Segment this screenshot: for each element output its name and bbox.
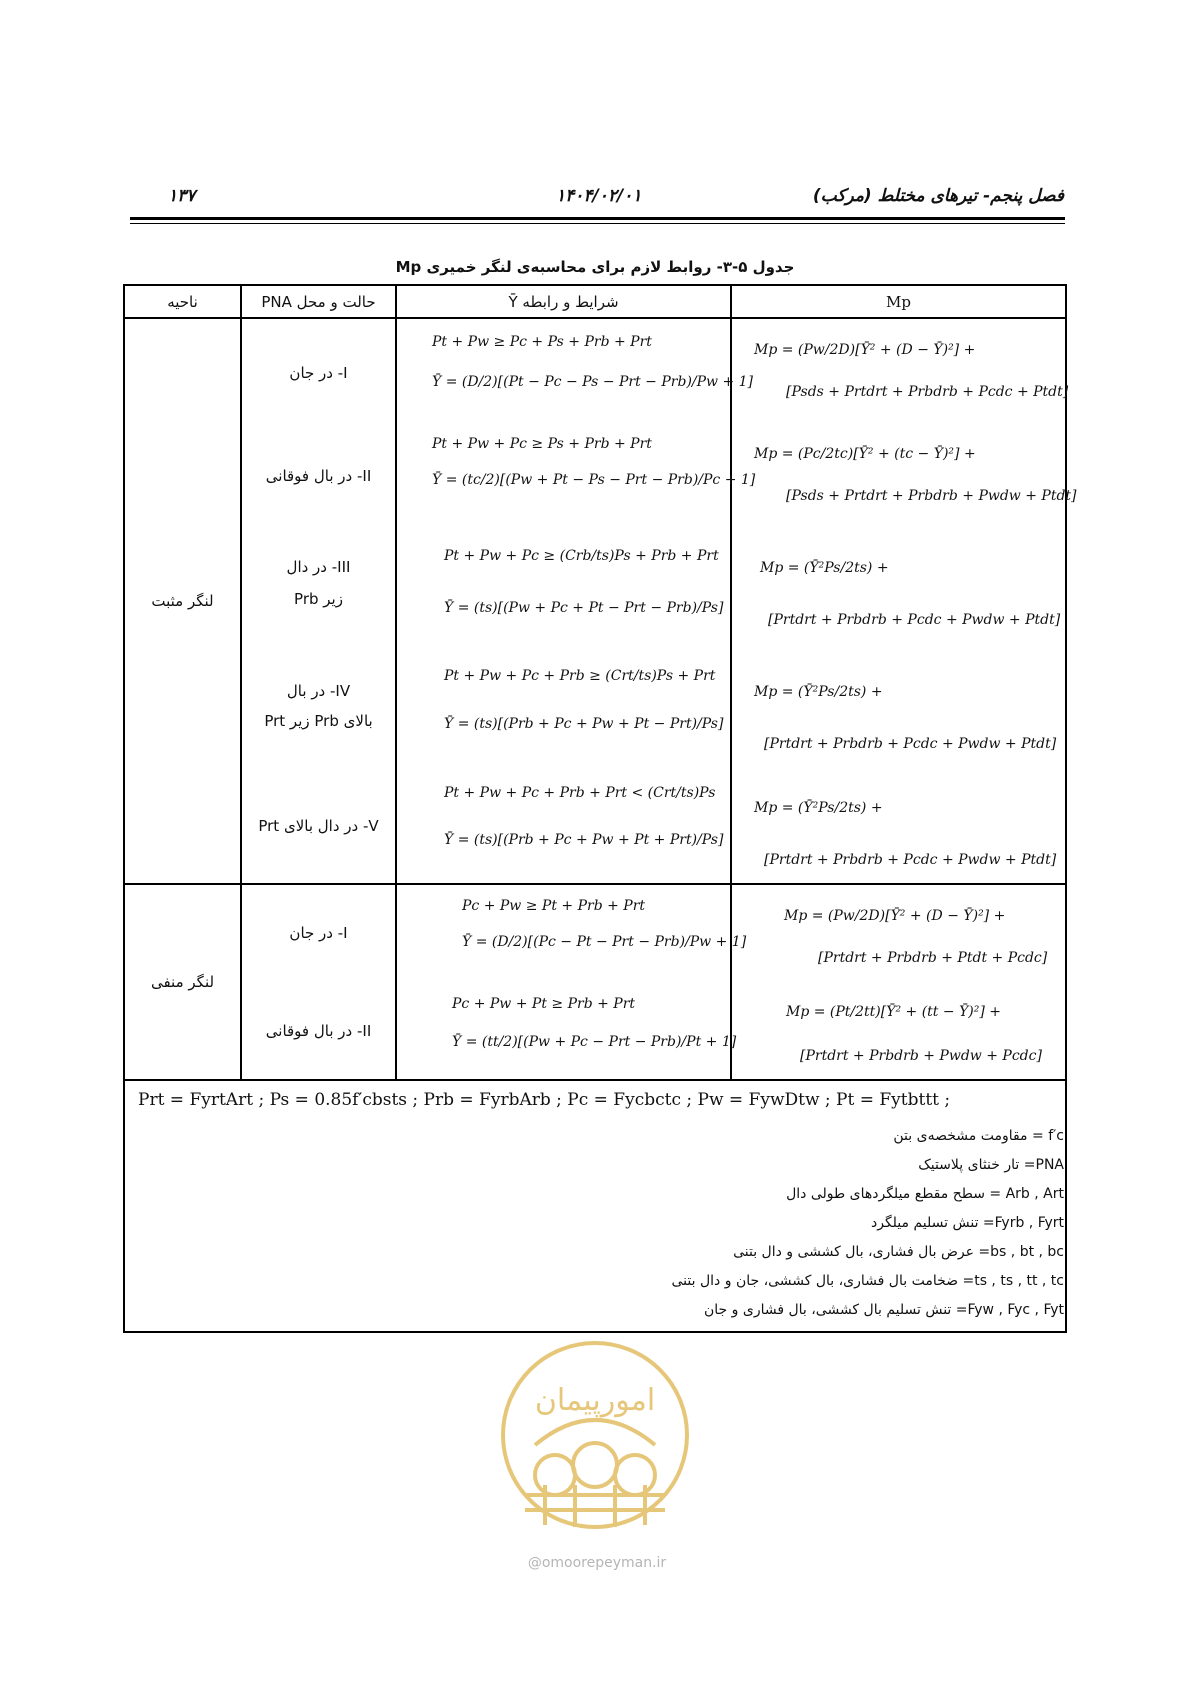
watermark-seal-logo [495,1335,695,1535]
case-line: I- در جان [289,924,348,942]
mp-neg-1-line1: Mp = (Pw/2D)[Ȳ² + (D − Ȳ)²] + [784,908,1006,924]
header-region: ناحیه [167,292,198,311]
case-line: II- در بال فوقانی [265,466,372,485]
mp-neg-2-line1: Mp = (Pt/2tt)[Ȳ² + (tt − Ȳ)²] + [786,1004,1002,1020]
mp-pos-1-line1: Mp = (Pw/2D)[Ȳ² + (D − Ȳ)²] + [754,342,976,358]
case-line: III- در دال [286,558,351,576]
mp-pos-3-line2: [Prtdrt + Prbdrb + Pcdc + Pwdw + Ptdt] [768,612,1061,628]
case-line: II- در بال فوقانی [265,1022,372,1040]
header-mp: Mp [886,292,911,311]
watermark-seal-text: امورپیمان [534,1383,656,1418]
case-line: IV- در بال [286,681,351,700]
condition-neg-1: Pc + Pw ≥ Pt + Prb + Prt [462,898,646,914]
header-conditions: شرایط و رابطه Ȳ [508,292,619,311]
condition-pos-5: Pt + Pw + Pc + Prb + Prt < (Crt/ts)Ps [444,785,716,801]
definition-fc: f′c = مقاومت مشخصه‌ی بتن [893,1128,1064,1144]
condition-pos-4: Pt + Pw + Pc + Prb ≥ (Crt/ts)Ps + Prt [444,668,716,684]
page-number: ۱۳۷ [168,186,196,206]
mp-pos-3-line1: Mp = (Ȳ²Ps/2ts) + [760,560,889,576]
case-pos-5 [241,768,396,884]
definition-fyr: Fyrb , Fyrt= تنش تسلیم میلگرد [870,1215,1064,1231]
mp-pos-4-line2: [Prtdrt + Prbdrb + Pcdc + Pwdw + Ptdt] [764,736,1057,752]
ybar-pos-2: Ȳ = (tc/2)[(Pw + Pt − Ps − Prt − Prb)/Pc + 1] [432,472,756,488]
condition-neg-2: Pc + Pw + Pt ≥ Prb + Prt [452,996,636,1012]
ybar-pos-4: Ȳ = (ts)[(Prb + Pc + Pw + Pt − Prt)/Ps] [444,716,724,732]
ybar-pos-1: Ȳ = (D/2)[(Pt − Pc − Ps − Prt − Prb)/Pw + 1] [432,374,754,390]
watermark-url: @omoorepeyman.ir [527,1555,667,1571]
header-case: حالت و محل PNA [261,292,376,311]
mp-pos-2-line1: Mp = (Pc/2tc)[Ȳ² + (tc − Ȳ)²] + [754,446,976,462]
mp-pos-1-line2: [Psds + Prtdrt + Prbdrb + Pcdc + Ptdt] [786,384,1069,400]
condition-pos-2: Pt + Pw + Pc ≥ Ps + Prb + Prt [432,436,652,452]
case-pos-4 [241,643,396,768]
definition-fy: Fyw , Fyc , Fyt= تنش تسلیم بال کششی، بال فشاری و جان [704,1302,1064,1318]
mp-pos-5-line1: Mp = (Ȳ²Ps/2ts) + [754,800,883,816]
case-line: زیر Prb [294,590,343,608]
case-pos-1 [241,318,396,428]
table-caption: جدول ۵-۳- روابط لازم برای محاسبه‌ی لنگر خمیری Mp [395,258,795,276]
ybar-neg-1: Ȳ = (D/2)[(Pc − Pt − Prt − Prb)/Pw + 1] [462,934,747,950]
mp-neg-1-line2: [Prtdrt + Prbdrb + Ptdt + Pcdc] [818,950,1048,966]
mp-pos-5-line2: [Prtdrt + Prbdrb + Pcdc + Pwdw + Ptdt] [764,852,1057,868]
ybar-pos-3: Ȳ = (ts)[(Pw + Pc + Pt − Prt − Prb)/Ps] [444,600,724,616]
definition-pna: PNA= تار خنثای پلاستیک [918,1157,1064,1173]
case-line: بالای Prb زیر Prt [264,711,373,730]
ybar-pos-5: Ȳ = (ts)[(Prb + Pc + Pw + Pt + Prt)/Ps] [444,832,724,848]
case-neg-2 [241,982,396,1080]
definition-widths: bs , bt , bc= عرض بال فشاری، بال کششی و دال بتنی [733,1244,1064,1260]
chapter-title: فصل پنجم- تیرهای مختلط (مرکب) [812,186,1064,206]
condition-pos-1: Pt + Pw ≥ Pc + Ps + Prb + Prt [432,334,652,350]
case-line: V- در دال بالای Prt [258,817,379,835]
definition-thickness: ts , ts , tt , tc= ضخامت بال فشاری، بال کششی، جان و دال بتنی [671,1273,1064,1289]
case-pos-2 [241,428,396,523]
force-definitions-formula: Prt = FyrtArt ; Ps = 0.85f′cbsts ; Prb = FyrbArb ; Pc = Fycbctc ; Pw = FywDtw ; Pt = Fytbttt ; [138,1090,951,1110]
header-date: ۱۴۰۴/۰۲/۰۱ [556,186,642,206]
case-pos-3 [241,523,396,643]
condition-pos-3: Pt + Pw + Pc ≥ (Crb/ts)Ps + Prb + Prt [444,548,719,564]
region-positive: لنگر مثبت [151,592,214,610]
case-line: I- در جان [289,364,348,382]
mp-pos-4-line1: Mp = (Ȳ²Ps/2ts) + [754,684,883,700]
region-negative: لنگر منفی [150,973,215,991]
ybar-neg-2: Ȳ = (tt/2)[(Pw + Pc − Prt − Prb)/Pt + 1] [452,1034,737,1050]
mp-neg-2-line2: [Prtdrt + Prbdrb + Pwdw + Pcdc] [800,1048,1042,1064]
definition-area: Arb , Art = سطح مقطع میلگردهای طولی دال [786,1186,1064,1202]
mp-pos-2-line2: [Psds + Prtdrt + Prbdrb + Pwdw + Ptdt] [786,488,1077,504]
case-neg-1 [241,884,396,982]
